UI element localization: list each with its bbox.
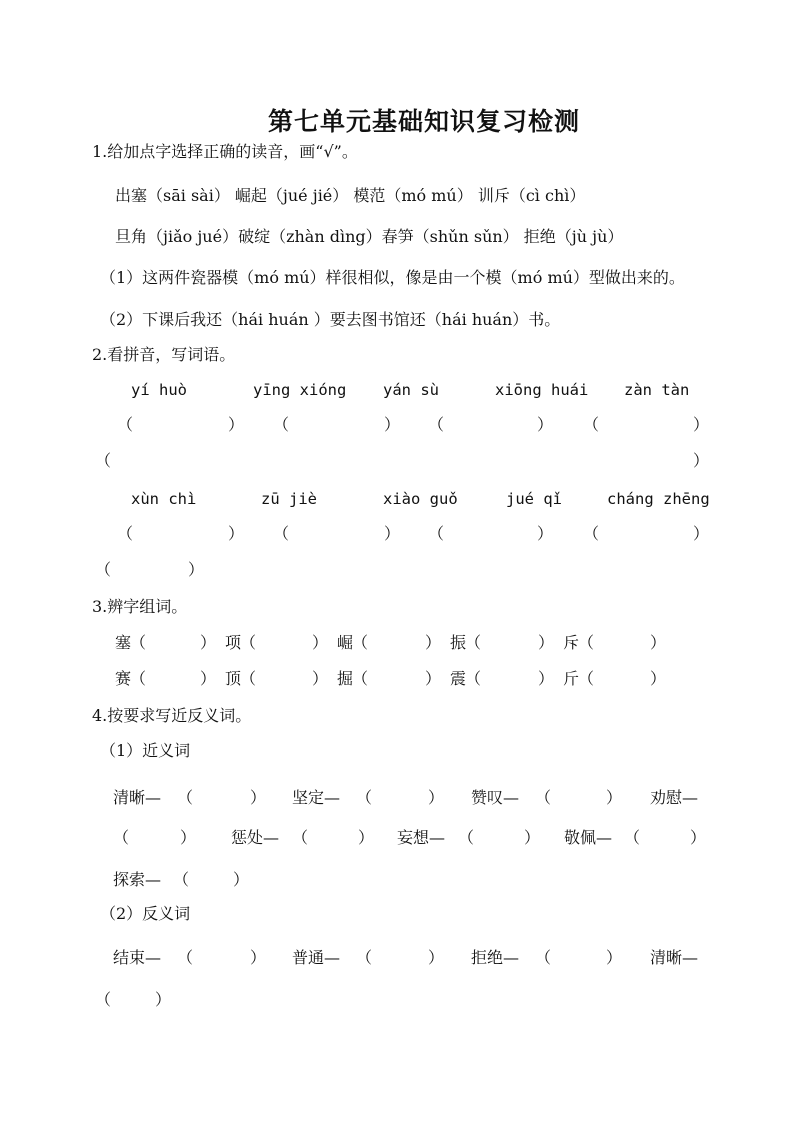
- answer-blank-close[interactable]: ）: [250, 948, 267, 967]
- answer-blank-open[interactable]: （: [465, 633, 482, 652]
- answer-blank-open[interactable]: （: [95, 560, 112, 579]
- word-prompt: 探索—: [113, 870, 162, 889]
- answer-blank-close[interactable]: ）: [312, 669, 329, 688]
- answer-blank-close[interactable]: ）: [538, 669, 555, 688]
- answer-blank-close[interactable]: ）: [233, 870, 250, 889]
- answer-blank-close[interactable]: ）: [425, 633, 442, 652]
- answer-blank-close[interactable]: ）: [690, 828, 707, 847]
- answer-blank-open[interactable]: （: [352, 633, 369, 652]
- synonym-heading: （1）近义词: [100, 741, 191, 760]
- pinyin-prompt: yí huò: [131, 381, 187, 399]
- answer-blank-open[interactable]: （: [117, 524, 134, 543]
- word-prompt: 坚定—: [292, 788, 341, 807]
- answer-blank-close[interactable]: ）: [693, 451, 710, 470]
- word-prompt: 敬佩—: [564, 828, 613, 847]
- answer-blank-close[interactable]: ）: [228, 415, 245, 434]
- answer-blank-close[interactable]: ）: [250, 788, 267, 807]
- char-prompt: 崛: [337, 633, 354, 652]
- answer-blank-close[interactable]: ）: [312, 633, 329, 652]
- answer-blank-close[interactable]: ）: [180, 828, 197, 847]
- answer-blank-open[interactable]: （: [240, 633, 257, 652]
- answer-blank-close[interactable]: ）: [200, 669, 217, 688]
- answer-blank-open[interactable]: （: [356, 788, 373, 807]
- answer-blank-open[interactable]: （: [95, 451, 112, 470]
- word-prompt: 惩处—: [231, 828, 280, 847]
- answer-blank-open[interactable]: （: [583, 524, 600, 543]
- answer-blank-open[interactable]: （: [292, 828, 309, 847]
- q3-heading: 3.辨字组词。: [92, 597, 188, 616]
- answer-blank-close[interactable]: ）: [650, 633, 667, 652]
- answer-blank-open[interactable]: （: [356, 948, 373, 967]
- char-prompt: 斥: [563, 633, 580, 652]
- answer-blank-open[interactable]: （: [177, 948, 194, 967]
- word-prompt: 劝慰—: [650, 788, 699, 807]
- answer-blank-close[interactable]: ）: [606, 788, 623, 807]
- pinyin-prompt: xùn chì: [131, 490, 197, 508]
- pinyin-prompt: xiào guǒ: [383, 490, 458, 508]
- answer-blank-close[interactable]: ）: [524, 828, 541, 847]
- answer-blank-open[interactable]: （: [117, 415, 134, 434]
- char-prompt: 塞: [115, 633, 132, 652]
- page-title: 第七单元基础知识复习检测: [268, 107, 581, 136]
- pinyin-prompt: cháng zhēng: [607, 490, 710, 508]
- pinyin-prompt: zàn tàn: [624, 381, 690, 399]
- char-prompt: 振: [450, 633, 467, 652]
- answer-blank-open[interactable]: （: [428, 415, 445, 434]
- word-prompt: 结束—: [113, 948, 162, 967]
- q1-row-2: 旦角（jiǎo jué）破绽（zhàn dìng）春笋（shǔn sǔn） 拒绝（jù jù）: [115, 227, 624, 246]
- pinyin-prompt: xiōng huái: [495, 381, 589, 399]
- answer-blank-close[interactable]: ）: [428, 788, 445, 807]
- answer-blank-open[interactable]: （: [428, 524, 445, 543]
- answer-blank-close[interactable]: ）: [188, 560, 205, 579]
- answer-blank-open[interactable]: （: [273, 524, 290, 543]
- pinyin-prompt: yán sù: [383, 381, 439, 399]
- answer-blank-close[interactable]: ）: [425, 669, 442, 688]
- q1-heading: 1.给加点字选择正确的读音，画“√”。: [92, 142, 358, 161]
- char-prompt: 顶: [225, 669, 242, 688]
- answer-blank-open[interactable]: （: [273, 415, 290, 434]
- answer-blank-close[interactable]: ）: [693, 524, 710, 543]
- answer-blank-close[interactable]: ）: [228, 524, 245, 543]
- answer-blank-open[interactable]: （: [352, 669, 369, 688]
- answer-blank-open[interactable]: （: [458, 828, 475, 847]
- pinyin-prompt: zū jiè: [261, 490, 317, 508]
- answer-blank-close[interactable]: ）: [650, 669, 667, 688]
- answer-blank-close[interactable]: ）: [358, 828, 375, 847]
- pinyin-prompt: yīng xióng: [253, 381, 347, 399]
- answer-blank-close[interactable]: ）: [384, 415, 401, 434]
- char-prompt: 斤: [563, 669, 580, 688]
- q1-sentence-2: （2）下课后我还（hái huán ）要去图书馆还（hái huán）书。: [100, 310, 561, 329]
- word-prompt: 清晰—: [113, 788, 162, 807]
- answer-blank-open[interactable]: （: [177, 788, 194, 807]
- q4-heading: 4.按要求写近反义词。: [92, 706, 252, 725]
- word-prompt: 拒绝—: [471, 948, 520, 967]
- answer-blank-open[interactable]: （: [535, 788, 552, 807]
- answer-blank-close[interactable]: ）: [200, 633, 217, 652]
- q2-heading: 2.看拼音，写词语。: [92, 345, 236, 364]
- answer-blank-open[interactable]: （: [240, 669, 257, 688]
- answer-blank-open[interactable]: （: [583, 415, 600, 434]
- answer-blank-close[interactable]: ）: [693, 415, 710, 434]
- answer-blank-open[interactable]: （: [130, 633, 147, 652]
- q1-row-1: 出塞（sāi sài） 崛起（jué jié） 模范（mó mú） 训斥（cì chì）: [115, 186, 586, 205]
- answer-blank-close[interactable]: ）: [537, 415, 554, 434]
- word-prompt: 普通—: [292, 948, 341, 967]
- answer-blank-close[interactable]: ）: [537, 524, 554, 543]
- char-prompt: 震: [450, 669, 467, 688]
- antonym-heading: （2）反义词: [100, 904, 191, 923]
- answer-blank-open[interactable]: （: [578, 633, 595, 652]
- answer-blank-open[interactable]: （: [578, 669, 595, 688]
- word-prompt: 赞叹—: [471, 788, 520, 807]
- answer-blank-close[interactable]: ）: [428, 948, 445, 967]
- q1-sentence-1: （1）这两件瓷器模（mó mú）样很相似，像是由一个模（mó mú）型做出来的。: [100, 268, 685, 287]
- answer-blank-open[interactable]: （: [113, 828, 130, 847]
- answer-blank-open[interactable]: （: [624, 828, 641, 847]
- answer-blank-close[interactable]: ）: [384, 524, 401, 543]
- answer-blank-close[interactable]: ）: [155, 990, 172, 1009]
- answer-blank-close[interactable]: ）: [606, 948, 623, 967]
- answer-blank-open[interactable]: （: [173, 870, 190, 889]
- char-prompt: 项: [225, 633, 242, 652]
- pinyin-prompt: jué qǐ: [506, 490, 562, 508]
- answer-blank-close[interactable]: ）: [538, 633, 555, 652]
- char-prompt: 掘: [337, 669, 354, 688]
- word-prompt: 清晰—: [650, 948, 699, 967]
- answer-blank-open[interactable]: （: [95, 990, 112, 1009]
- answer-blank-open[interactable]: （: [465, 669, 482, 688]
- word-prompt: 妄想—: [397, 828, 446, 847]
- answer-blank-open[interactable]: （: [535, 948, 552, 967]
- answer-blank-open[interactable]: （: [130, 669, 147, 688]
- char-prompt: 赛: [115, 669, 132, 688]
